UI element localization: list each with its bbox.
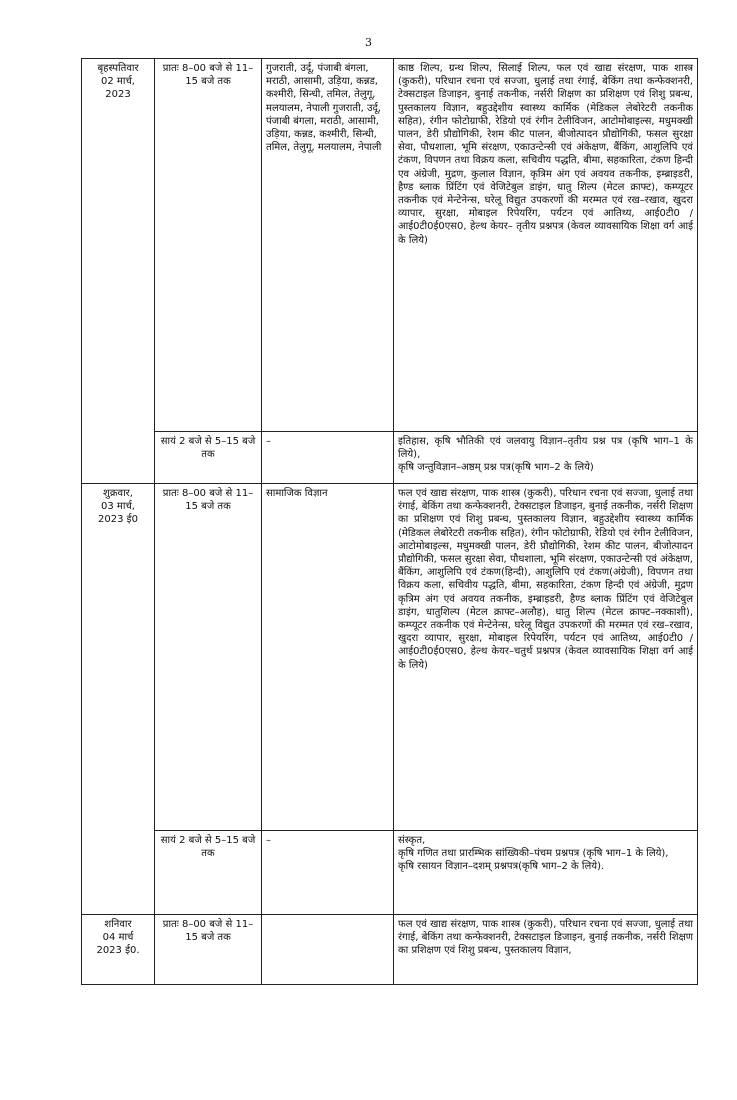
time-cell: प्रातः 8–00 बजे से 11–15 बजे तक — [155, 59, 262, 432]
day-cell: शनिवार 04 मार्च 2023 ई0. — [82, 915, 155, 985]
subjects-cell: फल एवं खाद्य संरक्षण, पाक शास्त्र (कुकरी), परिधान रचना एवं सज्जा, धुलाई तथा रंगाई, बेकिंग तथा कन्फेक्शनरी, टेक्सटाइल डिजाइन, बुनाई तकनीक, नर्सरी शिक्षण का प्रशिक्षण एवं शिशु प्रबन्ध, पुस्तकालय विज्ञान, बहुउद्देशीय स्वास्थ्य कार्मिक (मेडिकल लेबोरेटरी तकनीक सहित), रंगीन फोटोग्राफी, रेडियो एवं रंगीन टेलीविजन, आटोमोबाइल्स, मधुमक्खी पालन, डेरी प्रौद्योगिकी, रेशम कीट पालन, बीजोत्पादन प्रौद्योगिकी, फसल सुरक्षा सेवा, पौधशाला, भूमि संरक्षण, एकाउन्टेन्सी एवं अंकेक्षण, बैंकिंग, आशुलिपि एवं टंकण(हिन्दी), आशुलिपि एवं टंकण(अंग्रेजी), विपणन तथा विक्रय कला, सचिवीय पद्धति, बीमा, सहकारिता, टंकण हिन्दी एवं अंग्रेजी, मुद्रण कृत्रिम अंग एवं अवयव तकनीक, इम्ब्राइडरी, हैण्ड ब्लाक प्रिंटिंग एवं वेजिटेबुल डाइंग, धातुशिल्प (मेटल क्राफ्ट–अलौह), धातु शिल्प (मेटल क्राफ्ट–नक्काशी), कम्प्यूटर तकनीक एवं मेन्टेनेन्स, घरेलू विद्युत उपकरणों की मरम्मत एवं रख–रखाव, खुदरा व्यापार, सुरक्षा, मोबाइल रिपेयरिंग, पर्यटन एवं आतिथ्य, आई0टी0 / आई0टी0ई0एस0, हेल्थ केयर–चतुर्थ प्रश्नपत्र (केवल व्यावसायिक शिक्षा वर्ग आई के लिये) — [394, 484, 698, 831]
exam-schedule-table — [81, 58, 698, 985]
table-row — [82, 59, 698, 432]
table-row — [82, 831, 698, 915]
table-row — [82, 484, 698, 831]
language-cell: गुजराती, उर्दू, पंजाबी बंगला, मराठी, आसामी, उड़िया, कन्नड, कश्मीरी, सिन्धी, तमिल, तेलुगू, मलयालम, नेपाली गुजराती, उर्दू, पंजाबी बंगला, मराठी, आसामी, उड़िया, कन्नड, कश्मीरी, सिन्धी, तमिल, तेलुगू, मलयालम, नेपाली — [262, 59, 394, 432]
language-cell — [262, 915, 394, 985]
subjects-cell: संस्कृत, कृषि गणित तथा प्रारम्भिक सांख्यिकी–पंचम प्रश्नपत्र (कृषि भाग–1 के लिये), कृषि रसायन विज्ञान–दशम् प्रश्नपत्र(कृषि भाग–2 के लिये). — [394, 831, 698, 915]
subjects-cell: इतिहास, कृषि भौतिकी एवं जलवायु विज्ञान–तृतीय प्रश्न पत्र (कृषि भाग–1 के लिये), कृषि जन्तुविज्ञान–अष्ठम् प्रश्न पत्र(कृषि भाग–2 के लिये) — [394, 432, 698, 484]
time-cell: प्रातः 8–00 बजे से 11–15 बजे तक — [155, 484, 262, 831]
time-cell: प्रातः 8–00 बजे से 11–15 बजे तक — [155, 915, 262, 985]
day-cell: बृहस्पतिवार 02 मार्च, 2023 — [82, 59, 155, 484]
page-number: 3 — [365, 36, 372, 49]
language-cell: – — [262, 831, 394, 915]
table-row — [82, 432, 698, 484]
table-row — [82, 915, 698, 985]
language-cell: सामाजिक विज्ञान — [262, 484, 394, 831]
day-cell: शुक्रवार, 03 मार्च, 2023 ई0 — [82, 484, 155, 915]
time-cell: सायं 2 बजे से 5–15 बजे तक — [155, 831, 262, 915]
time-cell: सायं 2 बजे से 5–15 बजे तक — [155, 432, 262, 484]
subjects-cell: फल एवं खाद्य संरक्षण, पाक शास्त्र (कुकरी), परिधान रचना एवं सज्जा, धुलाई तथा रंगाई, बेकिंग तथा कन्फेक्शनरी, टेक्सटाइल डिजाइन, बुनाई तकनीक, नर्सरी शिक्षण का प्रशिक्षण एवं शिशु प्रबन्ध, पुस्तकालय विज्ञान, — [394, 915, 698, 985]
language-cell: – — [262, 432, 394, 484]
subjects-cell: काष्ठ शिल्प, ग्रन्थ शिल्प, सिलाई शिल्प, फल एवं खाद्य संरक्षण, पाक शास्त्र (कुकरी), परिधान रचना एवं सज्जा, धुलाई तथा रंगाई, बेकिंग तथा कन्फेक्शनरी, टेक्सटाइल डिजाइन, बुनाई तकनीक, नर्सरी शिक्षण का प्रशिक्षण एवं शिशु प्रबन्ध, पुस्तकालय विज्ञान, बहुउद्देशीय स्वास्थ्य कार्मिक (मेडिकल लेबोरेटरी तकनीक सहित), रंगीन फोटोग्राफी, रेडियो एवं रंगीन टेलीविजन, आटोमोबाइल्स, मधुमक्खी पालन, डेरी प्रौद्योगिकी, रेशम कीट पालन, बीजोत्पादन प्रौद्योगिकी, फसल सुरक्षा सेवा, पौधशाला, भूमि संरक्षण, एकाउन्टेन्सी एवं अंकेक्षण, बैंकिंग, आशुलिपि एवं टंकण, विपणन तथा विक्रय कला, सचिवीय पद्धति, बीमा, सहकारिता, टंकण हिन्दी एव अंग्रेजी, मुद्रण, कुलाल विज्ञान, कृत्रिम अंग एवं अवयव तकनीक, इम्ब्राइडरी, हैण्ड ब्लाक प्रिंटिंग एवं वेजिटेबुल डाइंग, धातु शिल्प (मेटल क्राफ्ट), कम्प्यूटर तकनीक एवं मेन्टेनेन्स, घरेलू विद्युत उपकरणों की मरम्मत एवं रख–रखाव, खुदरा व्यापार, सुरक्षा, मोबाइल रिपेयरिंग, पर्यटन एवं आतिथ्य, आई0टी0 / आई0टी0ई0एस0, हेल्थ केयर– तृतीय प्रश्नपत्र (केवल व्यावसायिक शिक्षा वर्ग आई के लिये) — [394, 59, 698, 432]
